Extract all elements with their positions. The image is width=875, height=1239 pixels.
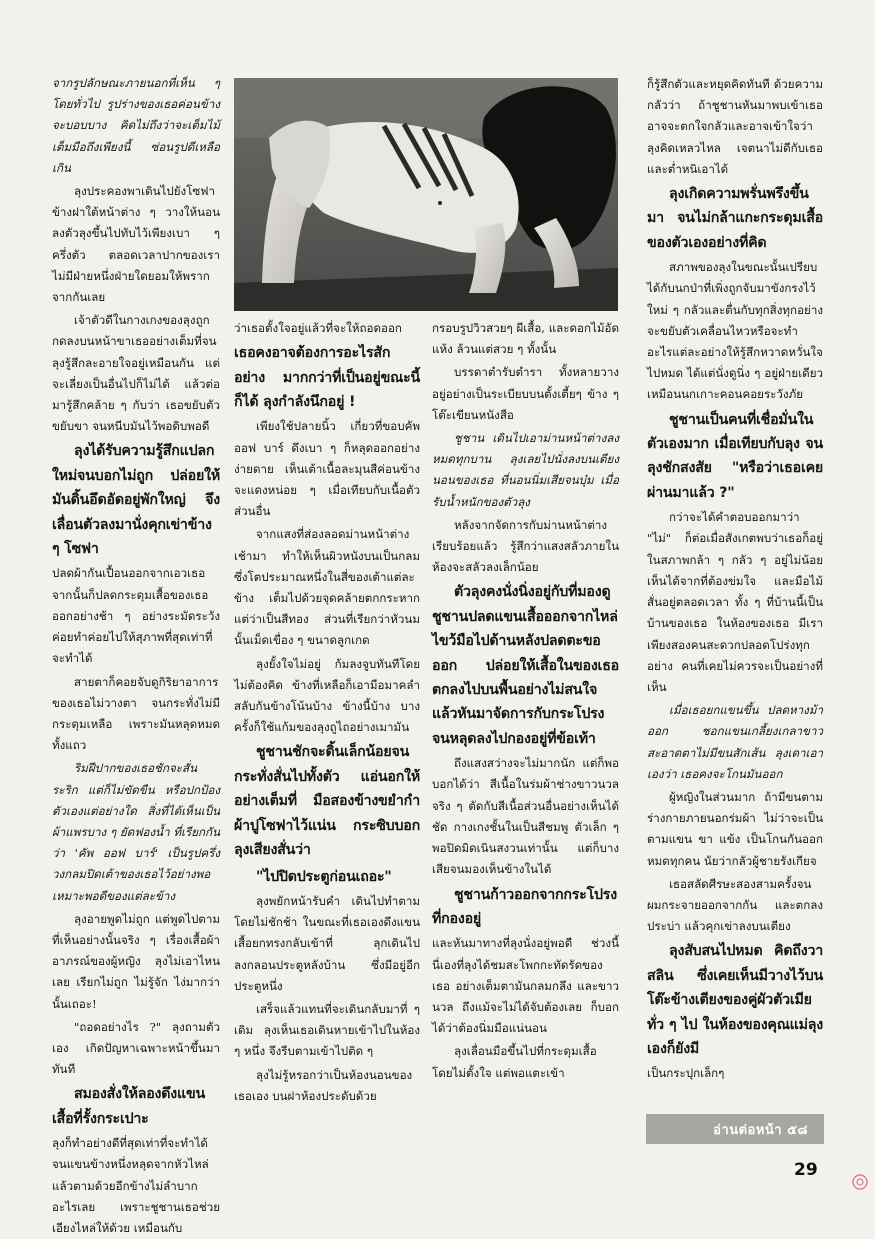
article-paragraph: จากรูปลักษณะภายนอกที่เห็น ๆ โดยทั่วไป รูปร่างของเธอค่อนข้างจะบอบบาง คิดไม่ถึงว่าจะเต็มไม้เต็มมือถึงเพียงนี้ ซ่อนรูปดีเหลือเกิน bbox=[52, 76, 220, 175]
article-column-2 bbox=[234, 318, 420, 1180]
article-paragraph: ลุงก็ทำอย่างดีที่สุดเท่าที่จะทำได้ จนแขนข้างหนึ่งหลุดจากหัวไหล่ แล้วตามด้วยอีกข้างไม่ลำบากอะไรเลย เพราะชูชานเธอช่วยเอียงไหล่ให้ด้วย เหมือนกับ bbox=[52, 1136, 220, 1235]
article-subheading: เธอคงอาจต้องการอะไรสักอย่าง มากกว่าที่เป็นอยู่ขณะนี้ก็ได้ ลุงกำลังนึกอยู่ ! bbox=[234, 345, 420, 411]
article-paragraph: ปลดผ้ากันเปื้อนออกจากเอวเธอ จากนั้นก็ปลดกระดุมเสื้อของเธอออกอย่างช้า ๆ อย่างระมัดระวังค่อยทำค่อยไปให้สุภาพที่สุดเท่าที่จะทำได้ bbox=[52, 566, 220, 666]
continue-reading-link[interactable] bbox=[646, 1114, 824, 1144]
article-paragraph: ริมฝีปากของเธอชักจะสั่นระริก แต่ก็ไม่ขัดขืน หรือปกป้องตัวเองแต่อย่างใด สิ่งที่ได้เห็นเป็นผ้าแพรบาง ๆ ยัดฟองน้ำ ที่เรียกกันว่า 'คัพ ออฟ บาร์' เป็นรูปครึ่งวงกลมปิดเต้าของเธอไว้อย่างพอเหมาะพอดีของแต่ละข้าง bbox=[52, 761, 220, 903]
article-paragraph: ลุงยั้งใจไม่อยู่ ก้มลงจูบทันทีโดยไม่ต้องคิด ข้างที่เหลือก็เอามือมาคลำสลับกันข้างโน้นบ้าง ข้างนี้บ้าง บางครั้งก็ใช้แก้มของลุงถูไถอย่างเมามัน bbox=[234, 656, 420, 735]
continue-reading-label: อ่านต่อหน้า ๕๘ bbox=[713, 1122, 808, 1138]
article-paragraph: ลุงไม่รู้หรอกว่าเป็นห้องนอนของเธอเอง บนฝาห้องประดับด้วย bbox=[234, 1067, 413, 1103]
article-paragraph: เพียงใช้ปลายนิ้ว เกี่ยวที่ขอบคัพ ออฟ บาร์ ดึงเบา ๆ ก็หลุดออกอย่างง่ายดาย เห็นเต้าเนื้อละมุนสีค่อนข้างจะแดงหน่อย ๆ เมื่อเทียบกับเนื้อตัวส่วนอื่น bbox=[234, 419, 420, 519]
article-photo bbox=[234, 78, 618, 311]
article-subheading: "ไปปิดประตูก่อนเถอะ" bbox=[256, 868, 392, 885]
article-paragraph: สภาพของลุงในขณะนั้นเปรียบได้กับนกป่าที่เพิ่งถูกจับมาขังกรงไว้ใหม่ ๆ กลัวและตื่นกับทุกสิ่งทุกอย่าง จะขยับตัวเคลื่อนไหวหรือจะทำอะไรแต่ละอย่างให้รู้สึกหวาดหวั่นใจไปหมด ได้แต่นั่งดูนิ่ง ๆ อยู่ฝ่ายเดียว เหมือนนกเกาะคอนคอยระวังภัย bbox=[647, 260, 823, 402]
article-paragraph: กรอบรูปวิวสวยๆ ผีเสื้อ, และดอกไม้อัดแห้ง ล้วนแต่สวย ๆ ทั้งนั้น bbox=[432, 321, 619, 357]
article-paragraph: กว่าจะได้คำตอบออกมาว่า "ไม่" ก็ต่อเมื่อสังเกตพบว่าเธอก็อยู่ในสภาพกล้า ๆ กลัว ๆ อยู่ไม่น้อย เห็นได้จากที่ต้องข่มใจ และมือไม้สั่นอยู่ตลอดเวลา ทั้ง ๆ ที่บ้านนี้เป็นบ้านของเธอ ในห้องของเธอ มีเราเพียงสองคนสะดวกปลอดโปร่งทุกอย่าง คนที่เคยไม่ควรจะเป็นอย่างที่เห็น bbox=[647, 510, 823, 694]
article-paragraph: ลุงประคองพาเดินไปยังโซฟาข้างฝาใต้หน้าต่าง ๆ วางให้นอนลงตัวลุงขึ้นไปทับไว้เพียงเบา ๆ ครึ่งตัว ตลอดเวลาปากของเรา ไม่มีฝ่ายหนึ่งฝ่ายใดยอมให้พรากจากกันเลย bbox=[52, 184, 220, 305]
article-paragraph: เมื่อเธอยกแขนขึ้น ปลดหางม้าออก ชอกแขนเกลี้ยงเกลาขาวสะอาดตาไม่มีขนสักเส้น ลุงเดาเอาเองว่า เธอคงจะโกนมันออก bbox=[647, 703, 823, 781]
article-paragraph: ผู้หญิงในส่วนมาก ถ้ามีขนตามร่างกายภายนอกร่มผ้า ไม่ว่าจะเป็นตามแขน ขา แข้ง เป็นโกนกันออกหมดทุกคน นัยว่ากลัวผู้ชายรังเกียจ bbox=[647, 789, 823, 868]
article-subheading: ชูชานเป็นคนที่เชื่อมั่นในตัวเองมาก เมื่อเทียบกับลุง จนลุงชักสงสัย "หรือว่าเธอเคยผ่านมาแล้ว ?" bbox=[647, 411, 823, 501]
article-subheading: ลุงได้รับความรู้สึกแปลกใหม่จนบอกไม่ถูก ปล่อยให้มันดิ้นอึดอัดอยู่พักใหญ่ จึงเลื่อนตัวลงมานั่งคุกเข่าข้าง ๆ โซฟา bbox=[52, 443, 220, 558]
article-paragraph: "ถอดอย่างไร ?" ลุงถามตัวเอง เกิดปัญหาเฉพาะหน้าขึ้นมาทันที bbox=[52, 1019, 220, 1077]
article-paragraph: ถึงแสงสว่างจะไม่มากนัก แต่ก็พอบอกได้ว่า สีเนื้อในร่มผ้าช่างขาวนวลจริง ๆ ตัดกับสีเนื้อส่วนอื่นอย่างเห็นได้ชัด กางเกงชั้นในเป็นสีชมพู ตัวเล็ก ๆ พอปิดมิดเนินสงวนเท่านั้น แต่ก็บางเสียจนมองเห็นข้างในได้ bbox=[432, 756, 619, 877]
article-subheading: ชูชานชักจะดิ้นเล็กน้อยจนกระทั่งสั่นไปทั้งตัว แอ่นอกให้อย่างเต็มที่ มือสองข้างขยำกำผ้าปูโซฟาไว้แน่น กระซิบบอกลุงเสียงสั่นว่า bbox=[234, 744, 420, 859]
article-column-4 bbox=[647, 74, 823, 1138]
article-paragraph: ว่าเธอตั้งใจอยู่แล้วที่จะให้ถอดออก bbox=[234, 321, 402, 335]
article-paragraph: และหันมาทางที่ลุงนั่งอยู่พอดี ช่วงนี้นี่เองที่ลุงได้ชมสะโพกกะทัดรัดของเธอ อย่างเต็มตามันกลมกลึง และขาวนวล ถึงแม้จะไม่ได้จับต้องเลย ก็บอกได้ว่าต้องนิ่มมือแน่นอน bbox=[432, 936, 619, 1036]
page-number: 29 bbox=[794, 1160, 818, 1180]
article-paragraph: บรรดาตำรับตำรา ทั้งหลายวางอยู่อย่างเป็นระเบียบบนตั้งเตี้ยๆ ข้าง ๆ โต๊ะเขียนหนังสือ bbox=[432, 365, 619, 422]
article-paragraph: เธอสลัดศีรษะสองสามครั้งจนผมกระจายออกจากกัน และตกลงประบ่า แล้วคุกเข่าลงบนเตียง bbox=[647, 876, 823, 934]
article-paragraph: เจ้าตัวดีในกางเกงของลุงถูกกดลงบนหน้าขาเธออย่างเต็มที่จนลุงรู้สึกละอายใจอยู่เหมือนกัน แต่จะเลี่ยงเป็นอื่นไปก็ไม่ได้ แล้วต่อมารู้สึกคล้าย ๆ กับว่า เธอขยับตัวขยับขา จนหนีบมันไว้พอดิบพอดี bbox=[52, 313, 220, 434]
article-paragraph: ลุงอายพูดไม่ถูก แต่พูดไปตามที่เห็นอย่างนั้นจริง ๆ เรื่องเสื้อผ้าอาภรณ์ของผู้หญิง ลุงไม่เอาไหนเลย เรียกไม่ถูก ไม่รู้จัก ไง่มากว่านั้นเถอะ! bbox=[52, 911, 220, 1011]
article-subheading: ชูชานก้าวออกจากกระโปรงที่กองอยู่ bbox=[432, 886, 617, 927]
article-subheading: สมองสั่งให้ลองดึงแขนเสื้อที่รั้งกระเปาะ bbox=[52, 1086, 205, 1127]
photo-icon bbox=[234, 78, 618, 311]
stamp-icon bbox=[851, 1173, 869, 1191]
article-column-3 bbox=[432, 318, 619, 1180]
article-paragraph: เสร็จแล้วแทนที่จะเดินกลับมาที่ ๆ เดิม ลุงเห็นเธอเดินหายเข้าไปในห้อง ๆ หนึ่ง จึงรีบตามเข้าไปติด ๆ bbox=[234, 1001, 420, 1059]
article-paragraph: ชูชาน เดินไปเอาม่านหน้าต่างลงหมดทุกบาน ลุงเลยไปนั่งลงบนเตียงนอนของเธอ ที่นอนนิ่มเสียจนบุ๋ม เมื่อรับน้ำหนักของตัวลุง bbox=[432, 431, 619, 509]
article-paragraph: เป็นกระปุกเล็กๆ bbox=[647, 1066, 725, 1081]
article-paragraph: ลุงพยักหน้ารับคำ เดินไปทำตามโดยไม่ชักช้า ในขณะที่เธอเองดึงแขนเสื้อยกทรงกลับเข้าที่ ลุกเดินไปลงกลอนประตูหลังบ้าน ซึ่งมีอยู่อีกประตูหนึ่ง bbox=[234, 893, 420, 993]
article-paragraph: ก็รู้สึกตัวและหยุดคิดทันที ด้วยความกลัวว่า ถ้าชูชานหันมาพบเข้าเธออาจจะตกใจกลัวและอาจเข้าใจว่าลุงคิดเหลวไหล เจตนาไม่ดีกับเธอ และต่ำหนิเอาได้ bbox=[647, 77, 823, 176]
article-subheading: ลุงเกิดความพรั่นพรึงขึ้นมา จนไม่กล้าแกะกระดุมเสื้อของตัวเองอย่างที่คิด bbox=[647, 186, 823, 251]
article-subheading: ตัวลุงคงนั่งนิ่งอยู่กับที่มองดูชูชานปลดแขนเสื้อออกจากไหล่ ไขว้มือไปด้านหลังปลดตะขอออก ปล่อยให้เสื้อในของเธอตกลงไปบนพื้นอย่างไม่สนใจ แล้วหันมาจัดการกับกระโปรง จนหลุดลงไปกองอยู่ที่ข้อเท้า bbox=[432, 584, 619, 747]
article-paragraph: จากแสงที่ส่องลอดม่านหน้าต่างเช้ามา ทำให้เห็นผิวหนังบนเป็นกลมซึ่งโตประมาณหนึ่งในสี่ของเต้าแต่ละข้าง เต็มไปด้วยจุดคล้ายตกกระหากแต่ว่าเป็นสีทอง ส่วนที่เรียกว่าหัวนมนั้นเม็ดเขื่อง ๆ ขนาดลูกเกด bbox=[234, 527, 420, 648]
article-subheading: ลุงสับสนไปหมด คิดถึงวาสลิน ซึ่งเคยเห็นมีวางไว้บนโต๊ะข้างเตียงของคู่ผัวตัวเมียทั่ว ๆ ไป ในห้องของคุณแม่ลุงเองก็ยังมี bbox=[647, 943, 823, 1057]
article-column-1 bbox=[52, 73, 220, 1235]
article-paragraph: ลุงเลื่อนมือขึ้นไปที่กระดุมเสื้อ โดยไม่ตั้งใจ แต่พอแตะเข้า bbox=[432, 1044, 597, 1080]
article-paragraph: สายตาก็คอยจับดูกิริยาอาการของเธอไม่วางตา จนกระทั่งไม่มีกระดุมเหลือ เพราะมันหลุดหมดทั้งแถว bbox=[52, 674, 220, 753]
article-paragraph: หลังจากจัดการกับม่านหน้าต่างเรียบร้อยแล้ว รู้สึกว่าแสงสลัวภายในห้องจะสลัวลงเล็กน้อย bbox=[432, 517, 619, 575]
